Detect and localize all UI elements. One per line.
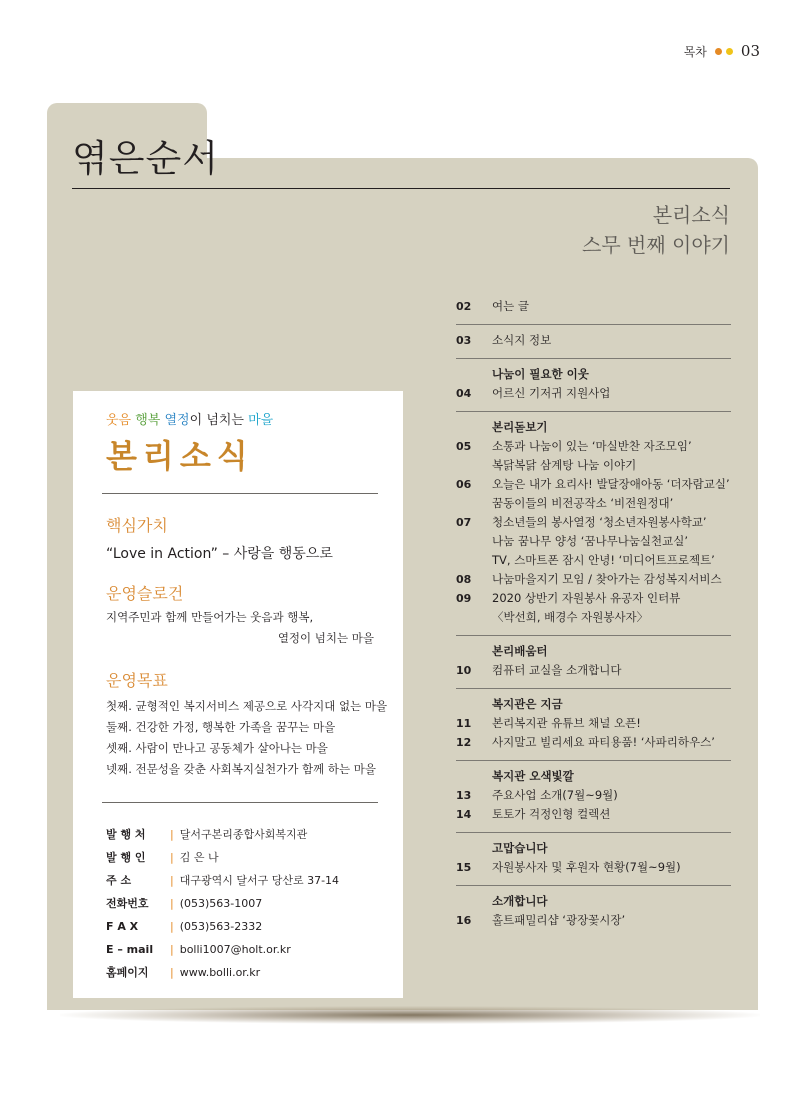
info-box — [73, 391, 403, 998]
toc-section-title: 본리배움터 — [492, 644, 548, 658]
toc-entry-title: 오늘은 내가 요리사! 발달장애아동 ‘더자람교실’ — [492, 477, 730, 491]
toc-entry-title: 컴퓨터 교실을 소개합니다 — [492, 663, 622, 677]
tagline-word: 이 넘치는 — [189, 413, 249, 428]
toc-section-title: 본리돋보기 — [492, 420, 548, 434]
toc-section — [456, 359, 731, 412]
publisher-key: 발 행 인 — [106, 851, 146, 864]
toc-section-title: 나눔이 필요한 이웃 — [492, 367, 589, 381]
publisher-row: 발 행 처 | 달서구본리종합사회복지관 — [106, 823, 339, 846]
toc-entry-title: 꿈동이들의 비전공작소 ‘비전원정대’ — [492, 496, 674, 510]
tagline-word: 열정 — [164, 413, 190, 428]
toc-page-number: 12 — [456, 736, 472, 749]
toc-page-number: 04 — [456, 387, 472, 400]
toc-section-title: 복지관은 지금 — [492, 697, 563, 711]
slogan-text — [106, 607, 374, 649]
toc-entry[interactable] — [456, 589, 731, 627]
tagline — [106, 409, 273, 428]
toc-page-number: 03 — [456, 334, 472, 347]
toc-page-number: 10 — [456, 664, 472, 677]
toc-entry-title: 소식지 정보 — [492, 333, 552, 347]
toc-page-number: 14 — [456, 808, 472, 821]
toc-entry-title: 주요사업 소개(7월~9월) — [492, 788, 618, 802]
homepage-link[interactable]: www.bolli.or.kr — [179, 966, 261, 979]
subtitle — [582, 200, 730, 260]
brand-logo: 본리소식 — [106, 437, 254, 475]
subtitle-line: 본리소식 — [652, 203, 730, 227]
publisher-key: 전화번호 — [106, 897, 149, 910]
page-header — [684, 42, 760, 60]
toc-section-title: 복지관 오색빛깔 — [492, 769, 574, 783]
publisher-key: E – mail — [106, 943, 154, 956]
email-link[interactable]: bolli1007@holt.or.kr — [179, 943, 291, 956]
goal-item: 첫째. 균형적인 복지서비스 제공으로 사각지대 없는 마을 — [106, 699, 388, 713]
toc-entry[interactable] — [456, 297, 731, 316]
publisher-key: F A X — [106, 920, 139, 933]
toc-entry-title: 사지말고 빌리세요 파티용품! ‘사파리하우스’ — [492, 735, 715, 749]
section-label: 목차 — [683, 44, 707, 59]
tagline-word: 웃음 — [106, 413, 136, 428]
tagline-word: 마을 — [248, 413, 274, 428]
toc-section — [456, 689, 731, 761]
goals-heading: 운영목표 — [106, 671, 168, 690]
toc-entry[interactable] — [456, 384, 731, 403]
toc-section — [456, 325, 731, 359]
title-divider — [72, 188, 730, 189]
toc-section — [456, 886, 731, 938]
publisher-row: 홈페이지 | www.bolli.or.kr — [106, 961, 339, 984]
toc-entry[interactable] — [456, 475, 731, 513]
slogan-heading: 운영슬로건 — [106, 584, 184, 603]
divider — [102, 493, 378, 494]
toc-entry-title: 소통과 나눔이 있는 ‘마실반찬 자조모임’ — [492, 439, 692, 453]
goals-list — [106, 696, 387, 780]
publisher-row: E – mail | bolli1007@holt.or.kr — [106, 938, 339, 961]
toc-entry[interactable] — [456, 714, 731, 733]
orange-dot-icon — [715, 48, 722, 55]
toc-section-title: 고맙습니다 — [492, 841, 548, 855]
core-value-text: “Love in Action” – 사랑을 행동으로 — [106, 546, 333, 562]
slogan-line: 열정이 넘치는 마을 — [277, 631, 374, 645]
goal-item: 넷째. 전문성을 갖춘 사회복지실천가가 함께 하는 마을 — [106, 762, 376, 776]
divider — [102, 802, 378, 803]
toc-entry[interactable] — [456, 570, 731, 589]
publisher-key: 발 행 처 — [106, 828, 146, 841]
toc-entry-title: TV, 스마트폰 잠시 안녕! ‘미디어트프로젝트’ — [492, 553, 715, 567]
publisher-value: 달서구본리종합사회복지관 — [179, 828, 308, 841]
toc-entry[interactable] — [456, 858, 731, 877]
publisher-key: 주 소 — [106, 874, 132, 887]
toc-page-number: 08 — [456, 573, 472, 586]
toc-entry[interactable] — [456, 786, 731, 805]
panel-shadow — [60, 1006, 760, 1024]
publisher-value: 대구광역시 달서구 당산로 37-14 — [179, 874, 340, 887]
toc-section-title: 소개합니다 — [492, 894, 548, 908]
publisher-value: (053)563-1007 — [179, 897, 263, 910]
toc-entry[interactable] — [456, 661, 731, 680]
toc-entry-title: 토토가 걱정인형 컬렉션 — [492, 807, 611, 821]
publisher-row: 전화번호 | (053)563-1007 — [106, 892, 339, 915]
page-title: 엮은순서 — [72, 137, 219, 180]
toc-entry-title: 여는 글 — [492, 299, 529, 313]
goal-item: 둘째. 건강한 가정, 행복한 가족을 꿈꾸는 마을 — [106, 720, 336, 734]
publisher-key: 홈페이지 — [106, 966, 149, 979]
toc-section — [456, 636, 731, 689]
subtitle-line: 스무 번째 이야기 — [582, 233, 730, 257]
toc-entry-title: 어르신 기저귀 지원사업 — [492, 386, 611, 400]
goal-item: 셋째. 사람이 만나고 공동체가 살아나는 마을 — [106, 741, 328, 755]
slogan-line: 지역주민과 함께 만들어가는 웃음과 행복, — [106, 610, 314, 624]
toc-page-number: 16 — [456, 914, 472, 927]
table-of-contents — [456, 291, 731, 938]
core-value-heading: 핵심가치 — [106, 516, 168, 535]
toc-entry-title: 〈박선희, 배경수 자원봉사자〉 — [492, 610, 649, 624]
toc-entry-title: 2020 상반기 자원봉사 유공자 인터뷰 — [492, 591, 681, 605]
toc-page-number: 02 — [456, 300, 472, 313]
toc-entry-title: 복닭복닭 삼계탕 나눔 이야기 — [492, 458, 637, 472]
toc-entry-title: 나눔 꿈나무 양성 ‘꿈나무나눔실천교실’ — [492, 534, 689, 548]
toc-page-number: 06 — [456, 478, 472, 491]
toc-page-number: 13 — [456, 789, 472, 802]
toc-entry[interactable] — [456, 331, 731, 350]
toc-page-number: 11 — [456, 717, 472, 730]
toc-entry[interactable] — [456, 437, 731, 475]
toc-entry[interactable] — [456, 911, 731, 930]
yellow-dot-icon — [726, 48, 733, 55]
toc-entry-title: 홀트패밀리샵 ‘광장꽃시장’ — [492, 913, 626, 927]
toc-section — [456, 833, 731, 886]
toc-entry-title: 나눔마을지기 모임 / 찾아가는 감성복지서비스 — [492, 572, 722, 586]
toc-page-number: 15 — [456, 861, 472, 874]
toc-entry-title: 자원봉사자 및 후원자 현황(7월~9월) — [492, 860, 681, 874]
publisher-row: F A X | (053)563-2332 — [106, 915, 339, 938]
toc-section — [456, 412, 731, 636]
toc-page-number: 07 — [456, 516, 472, 529]
publisher-row: 발 행 인 | 김 은 나 — [106, 846, 339, 869]
toc-entry[interactable] — [456, 805, 731, 824]
toc-section — [456, 291, 731, 325]
toc-page-number: 05 — [456, 440, 472, 453]
publisher-value: 김 은 나 — [179, 851, 219, 864]
publisher-info — [106, 823, 339, 984]
toc-entry[interactable] — [456, 513, 731, 570]
tagline-word: 행복 — [135, 413, 165, 428]
publisher-value: (053)563-2332 — [179, 920, 263, 933]
page-number: 03 — [740, 42, 760, 60]
toc-entry[interactable] — [456, 733, 731, 752]
toc-section — [456, 761, 731, 833]
toc-entry-title: 본리복지관 유튜브 채널 오픈! — [492, 716, 641, 730]
toc-page-number: 09 — [456, 592, 472, 605]
toc-entry-title: 청소년들의 봉사열정 ‘청소년자원봉사학교’ — [492, 515, 707, 529]
publisher-row: 주 소 | 대구광역시 달서구 당산로 37-14 — [106, 869, 339, 892]
